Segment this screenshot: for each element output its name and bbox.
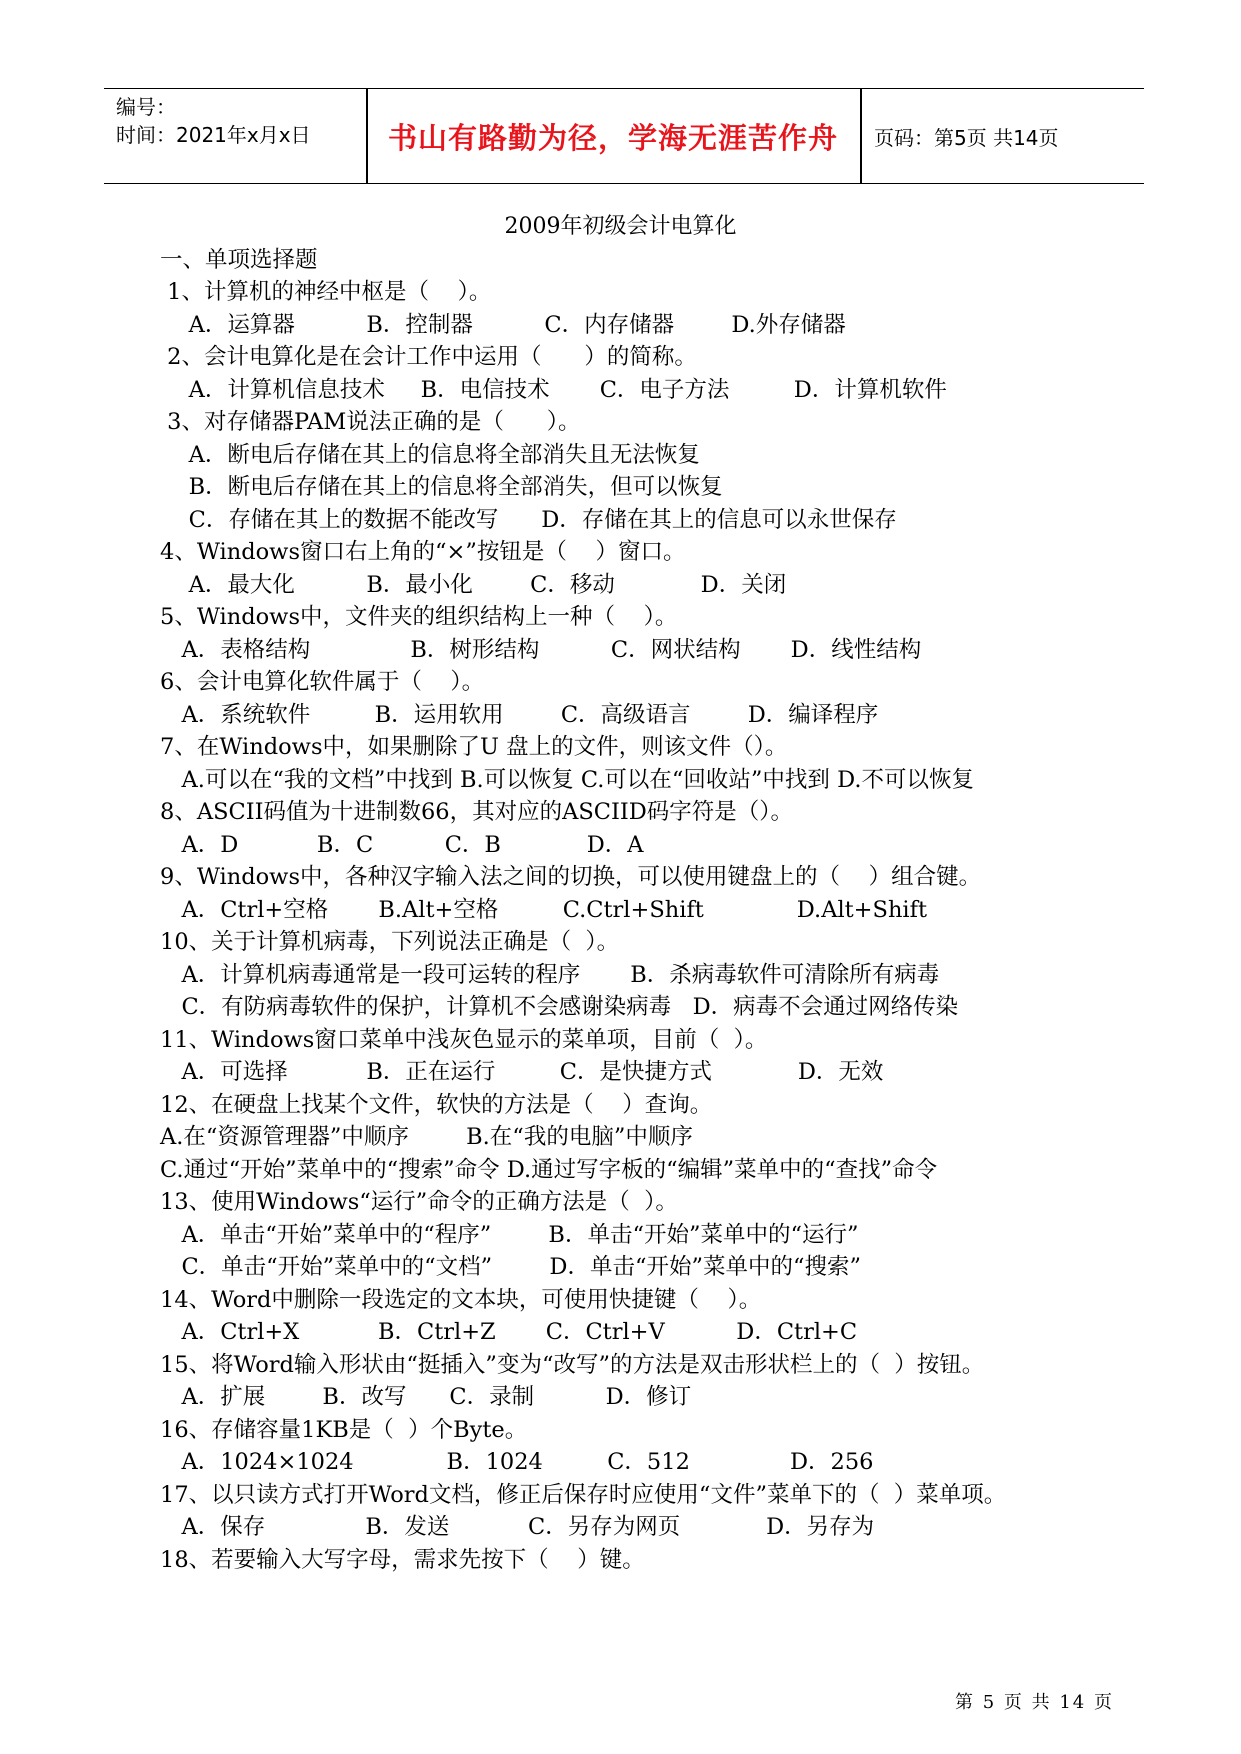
question-3-options-cd: C．存储在其上的数据不能改写 D．存储在其上的信息可以永世保存: [160, 507, 897, 533]
question-14: 14、Word中删除一段选定的文本块，可使用快捷键（ ）。: [160, 1287, 762, 1313]
question-7: 7、在Windows中，如果删除了U 盘上的文件，则该文件（）。: [160, 734, 788, 760]
question-7-options: A.可以在“我的文档”中找到 B.可以恢复 C.可以在“回收站”中找到 D.不可以恢复: [160, 767, 974, 793]
question-16-options: A．1024×1024 B．1024 C．512 D．256: [160, 1449, 874, 1475]
number-label: 编号：: [116, 95, 176, 119]
question-6-options: A．系统软件 B．运用软用 C．高级语言 D．编译程序: [160, 702, 879, 728]
header-divider-right: [860, 89, 862, 183]
question-4-options: A．最大化 B．最小化 C．移动 D．关闭: [160, 572, 787, 598]
header-left: [116, 93, 311, 149]
question-18: 18、若要输入大写字母，需求先按下（ ）键。: [160, 1547, 645, 1573]
header-page-info: 页码：第5页 共14页: [874, 125, 1059, 150]
question-2-options: A．计算机信息技术 B．电信技术 C．电子方法 D．计算机软件: [160, 377, 947, 403]
header-motto: 书山有路勤为径，学海无涯苦作舟: [387, 120, 838, 155]
question-12-options-ab: A.在“资源管理器”中顺序 B.在“我的电脑”中顺序: [160, 1124, 693, 1150]
question-8: 8、ASCII码值为十进制数66，其对应的ASCIID码字符是（）。: [160, 799, 794, 825]
question-10: 10、关于计算机病毒，下列说法正确是（ ）。: [160, 929, 620, 955]
question-12: 12、在硬盘上找某个文件，软快的方法是（ ）查询。: [160, 1092, 713, 1118]
question-1: 1、计算机的神经中枢是（ ）。: [160, 279, 492, 305]
question-9: 9、Windows中，各种汉字输入法之间的切换，可以使用键盘上的（ ）组合键。: [160, 864, 982, 890]
document-title: 2009年初级会计电算化: [504, 214, 737, 239]
question-1-options: A．运算器 B．控制器 C．内存储器 D.外存储器: [160, 312, 846, 338]
question-13-options-ab: A．单击“开始”菜单中的“程序” B．单击“开始”菜单中的“运行”: [160, 1222, 859, 1248]
question-17-options: A．保存 B．发送 C．另存为网页 D．另存为: [160, 1514, 875, 1540]
question-3: 3、对存储器PAM说法正确的是（ ）。: [160, 409, 581, 435]
question-13-options-cd: C．单击“开始”菜单中的“文档” D．单击“开始”菜单中的“搜索”: [160, 1254, 861, 1280]
question-10-options-cd: C．有防病毒软件的保护，计算机不会感谢染病毒 D．病毒不会通过网络传染: [160, 994, 959, 1020]
question-15-options: A．扩展 B．改写 C．录制 D．修订: [160, 1384, 692, 1410]
section-heading: 一、单项选择题: [160, 247, 318, 273]
question-2: 2、会计电算化是在会计工作中运用（ ）的简称。: [160, 344, 697, 370]
question-9-options: A．Ctrl+空格 B.Alt+空格 C.Ctrl+Shift D.Alt+Shift: [160, 897, 927, 923]
time-label: 时间：2021年x月x日: [116, 123, 311, 147]
page-footer: 第 5 页 共 14 页: [955, 1692, 1114, 1713]
question-16: 16、存储容量1KB是（ ）个Byte。: [160, 1417, 528, 1443]
question-3-option-b: B．断电后存储在其上的信息将全部消失，但可以恢复: [160, 474, 723, 500]
question-14-options: A．Ctrl+X B．Ctrl+Z C．Ctrl+V D．Ctrl+C: [160, 1319, 858, 1345]
question-5: 5、Windows中，文件夹的组织结构上一种（ ）。: [160, 604, 678, 630]
question-12-options-cd: C.通过“开始”菜单中的“搜索”命令 D.通过写字板的“编辑”菜单中的“查找”命令: [160, 1157, 938, 1183]
question-5-options: A．表格结构 B．树形结构 C．网状结构 D．线性结构: [160, 637, 922, 663]
question-13: 13、使用Windows“运行”命令的正确方法是（ ）。: [160, 1189, 678, 1215]
question-4: 4、Windows窗口右上角的“×”按钮是（ ）窗口。: [160, 539, 686, 565]
page-header: [104, 88, 1144, 184]
question-17: 17、以只读方式打开Word文档，修正后保存时应使用“文件”菜单下的（ ）菜单项。: [160, 1482, 1007, 1508]
question-11-options: A．可选择 B．正在运行 C．是快捷方式 D．无效: [160, 1059, 884, 1085]
question-10-options-ab: A．计算机病毒通常是一段可运转的程序 B．杀病毒软件可清除所有病毒: [160, 962, 940, 988]
question-3-option-a: A．断电后存储在其上的信息将全部消失且无法恢复: [160, 442, 700, 468]
question-15: 15、将Word输入形状由“挺插入”变为“改写”的方法是双击形状栏上的（ ）按钮。: [160, 1352, 985, 1378]
question-6: 6、会计电算化软件属于（ ）。: [160, 669, 485, 695]
question-11: 11、Windows窗口菜单中浅灰色显示的菜单项，目前（ ）。: [160, 1027, 768, 1053]
question-8-options: A．D B．C C．B D．A: [160, 832, 644, 858]
